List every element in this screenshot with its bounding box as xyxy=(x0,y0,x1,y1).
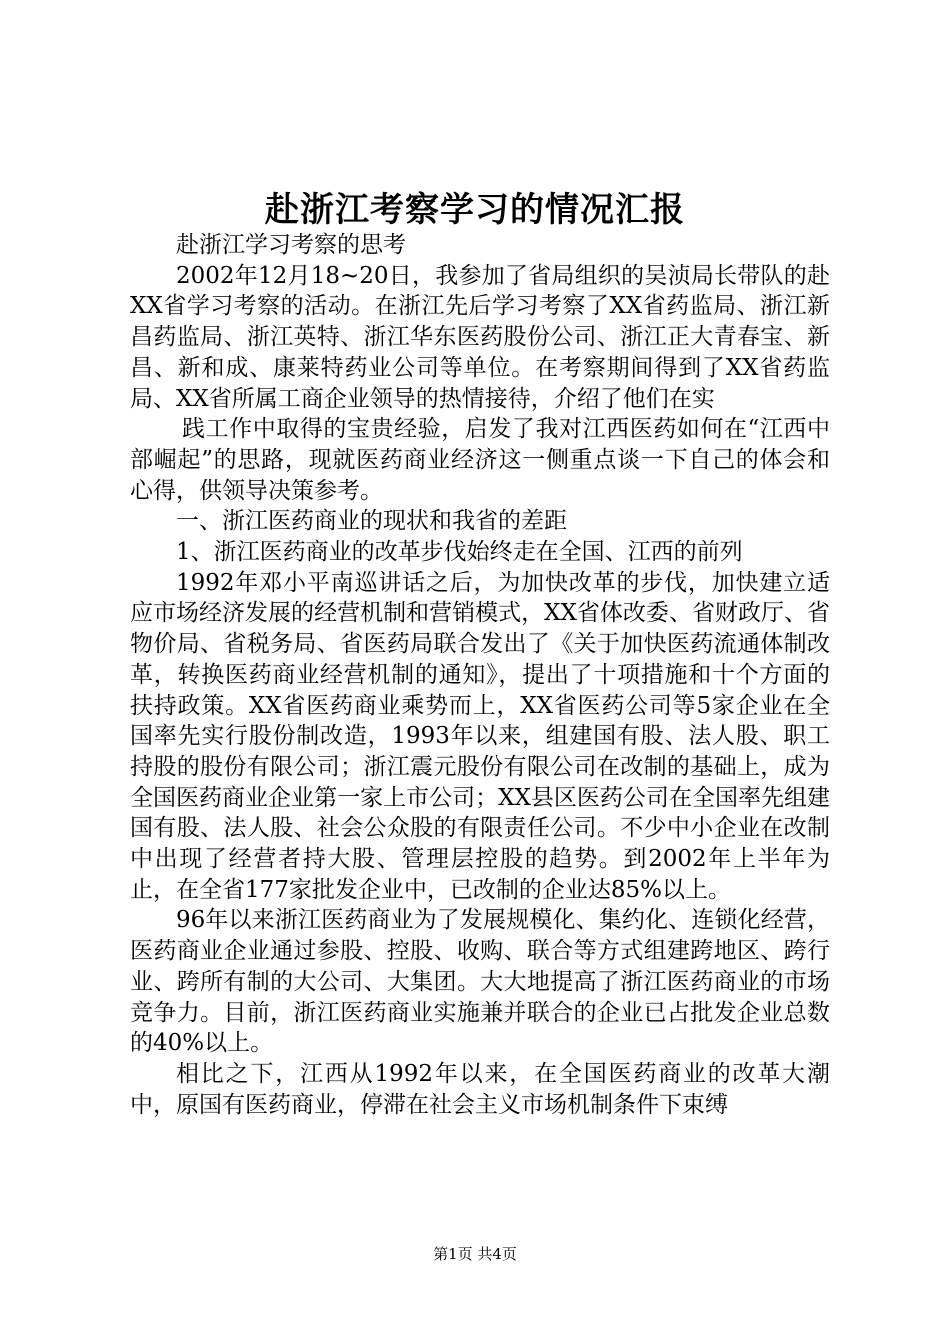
paragraph-jiangxi-comparison: 相比之下，江西从1992年以来，在全国医药商业的改革大潮中，原国有医药商业，停滞在社会主义市场机制条件下束缚 xyxy=(130,1060,830,1118)
paragraph-intro: 2002年12月18~20日，我参加了省局组织的吴浈局长带队的赴XX省学习考察的活动。在浙江先后学习考察了XX省药监局、浙江新昌药监局、浙江英特、浙江华东医药股份公司、浙江正大青春宝、新昌、新和成、康莱特药业公司等单位。在考察期间得到了XX省药监局、XX省所属工商企业领导的热情接待，介绍了他们在实 xyxy=(130,262,830,412)
page-footer: 第1页 共4页 xyxy=(433,1245,517,1263)
paragraph-scale-96: 96年以来浙江医药商业为了发展规模化、集约化、连锁化经营，医药商业企业通过参股、控股、收购、联合等方式组建跨地区、跨行业、跨所有制的大公司、大集团。大大地提高了浙江医药商业的市场竞争力。目前，浙江医药商业实施兼并联合的企业已占批发企业总数的40%以上。 xyxy=(130,907,830,1057)
document-title: 赴浙江考察学习的情况汇报 xyxy=(265,190,685,230)
paragraph-experience: 践工作中取得的宝贵经验，启发了我对江西医药如何在“江西中部崛起”的思路，现就医药商业经济这一侧重点谈一下自己的体会和心得，供领导决策参考。 xyxy=(130,416,830,504)
paragraph-subtitle: 赴浙江学习考察的思考 xyxy=(176,232,406,258)
document-body xyxy=(130,230,830,1120)
section-heading-1: 一、浙江医药商业的现状和我省的差距 xyxy=(176,508,567,535)
subsection-heading-1-1: 1、浙江医药商业的改革步伐始终走在全国、江西的前列 xyxy=(176,539,743,566)
paragraph-reform-1992: 1992年邓小平南巡讲话之后，为加快改革的步伐，加快建立适应市场经济发展的经营机制和营销模式，XX省体改委、省财政厅、省物价局、省税务局、省医药局联合发出了《关于加快医药流通体制改革，转换医药商业经营机制的通知》，提出了十项措施和十个方面的扶持政策。XX省医药商业乘势而上，XX省医药公司等5家企业在全国率先实行股份制改造，1993年以来，组建国有股、法人股、职工持股的股份有限公司；浙江震元股份有限公司在改制的基础上，成为全国医药商业企业第一家上市公司；XX县区医药公司在全国率先组建国有股、法人股、社会公众股的有限责任公司。不少中小企业在改制中出现了经营者持大股、管理层控股的趋势。到2002年上半年为止，在全省177家批发企业中，已改制的企业达85%以上。 xyxy=(130,569,830,903)
